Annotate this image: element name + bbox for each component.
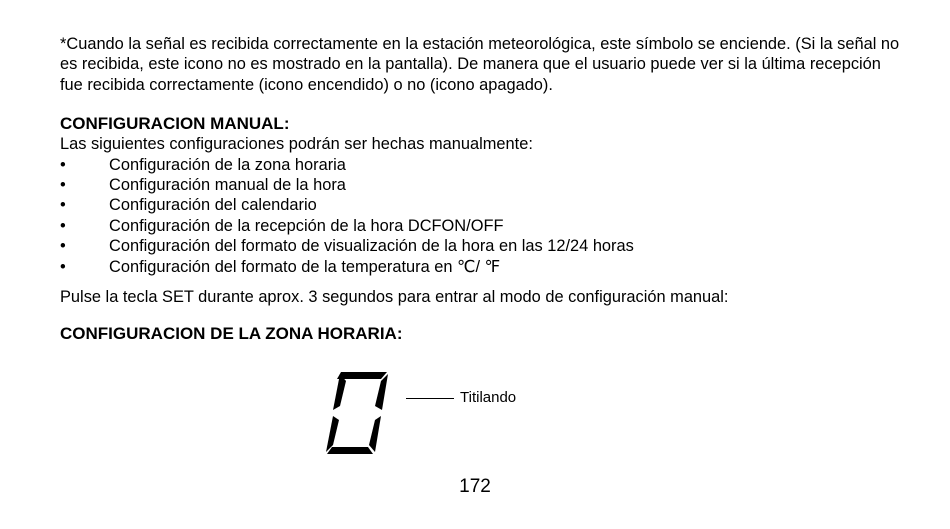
lcd-segment-upper-left: [333, 374, 346, 410]
list-item-text: Configuración de la zona horaria: [109, 155, 346, 174]
lcd-segment-bottom: [327, 447, 373, 454]
list-item-text: Configuración de la recepción de la hora DCFON/OFF: [109, 216, 504, 235]
blinking-callout: [406, 389, 516, 407]
list-item: [60, 216, 900, 236]
manual-config-list: [60, 155, 900, 277]
manual-config-heading: CONFIGURACION MANUAL:: [60, 114, 290, 134]
bullet-icon: •: [60, 155, 66, 174]
manual-config-lead: Las siguientes configuraciones podrán ser hechas manualmente:: [60, 135, 533, 154]
list-item-text: Configuración del formato de la temperatura en ℃/ ℉: [109, 257, 501, 276]
manual-config-instruction: Pulse la tecla SET durante aprox. 3 segundos para entrar al modo de configuración manual:: [60, 287, 729, 306]
list-item-text: Configuración manual de la hora: [109, 176, 346, 195]
bullet-icon: •: [60, 257, 66, 276]
list-item: [60, 257, 900, 277]
lcd-segment-lower-right: [369, 416, 381, 452]
bullet-icon: •: [60, 216, 66, 235]
lcd-segment-top: [337, 372, 387, 379]
bullet-icon: •: [60, 196, 66, 215]
list-item: [60, 175, 900, 195]
intro-section: [60, 34, 900, 95]
page-number: 172: [459, 476, 491, 497]
timezone-config-heading: CONFIGURACION DE LA ZONA HORARIA:: [60, 324, 403, 344]
list-item: [60, 155, 900, 175]
list-item-text: Configuración del formato de visualización de la hora en las 12/24 horas: [109, 237, 634, 256]
lcd-segment-upper-right: [375, 374, 388, 410]
callout-line: [406, 398, 454, 399]
callout-label: Titilando: [460, 389, 517, 406]
intro-paragraph: *Cuando la señal es recibida correctamente en la estación meteorológica, este símbolo se enciende. (Si la señal no es recibida, este icono no es mostrado en la pantalla). De manera que el usuario puede ver si la última recepción fue recibida correctamente (icono encendido) o no (icono apagado).: [60, 35, 900, 94]
list-item-text: Configuración del calendario: [109, 196, 317, 215]
document-page: [60, 34, 900, 344]
bullet-icon: •: [60, 176, 66, 195]
lcd-digit-display: [325, 370, 389, 456]
bullet-icon: •: [60, 237, 66, 256]
lcd-segment-lower-left: [326, 416, 339, 452]
list-item: [60, 195, 900, 215]
list-item: [60, 236, 900, 256]
